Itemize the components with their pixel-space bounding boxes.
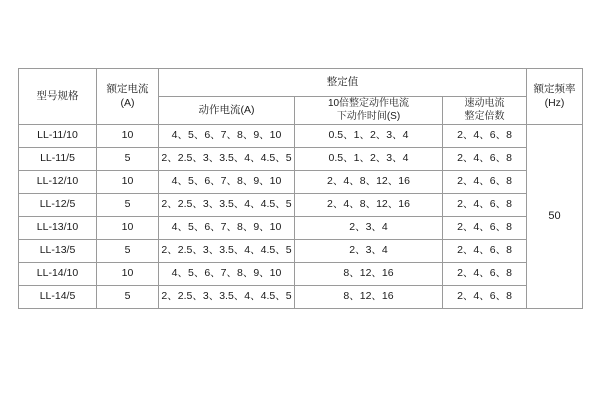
cell-model: LL-14/5	[19, 286, 97, 309]
cell-time: 2、4、8、12、16	[295, 171, 443, 194]
table-row	[19, 286, 583, 309]
cell-rated: 10	[97, 217, 159, 240]
header-action-time-line2: 下动作时间(S)	[336, 110, 401, 122]
header-action-time	[295, 97, 443, 125]
table-row	[19, 263, 583, 286]
cell-model: LL-13/5	[19, 240, 97, 263]
cell-model: LL-14/10	[19, 263, 97, 286]
cell-time: 2、4、8、12、16	[295, 194, 443, 217]
header-rated-frequency-line2: (Hz)	[544, 96, 565, 109]
table-row	[19, 125, 583, 148]
table-row	[19, 240, 583, 263]
cell-action: 4、5、6、7、8、9、10	[159, 217, 295, 240]
table-row	[19, 171, 583, 194]
cell-rated: 10	[97, 171, 159, 194]
cell-quick: 2、4、6、8	[443, 194, 527, 217]
cell-time: 8、12、16	[295, 263, 443, 286]
cell-time: 2、3、4	[295, 240, 443, 263]
cell-rated: 5	[97, 148, 159, 171]
cell-model: LL-13/10	[19, 217, 97, 240]
specification-table	[18, 68, 583, 309]
cell-action: 2、2.5、3、3.5、4、4.5、5	[159, 240, 295, 263]
cell-model: LL-12/10	[19, 171, 97, 194]
cell-time: 2、3、4	[295, 217, 443, 240]
cell-rated: 10	[97, 125, 159, 148]
cell-model: LL-12/5	[19, 194, 97, 217]
cell-rated: 5	[97, 194, 159, 217]
cell-time: 0.5、1、2、3、4	[295, 125, 443, 148]
header-quick-current	[443, 97, 527, 125]
cell-quick: 2、4、6、8	[443, 217, 527, 240]
cell-quick: 2、4、6、8	[443, 171, 527, 194]
header-action-current: 动作电流(A)	[159, 97, 295, 125]
cell-quick: 2、4、6、8	[443, 125, 527, 148]
cell-model: LL-11/5	[19, 148, 97, 171]
header-quick-current-line2: 整定倍数	[464, 110, 505, 122]
header-rated-frequency	[527, 69, 583, 125]
cell-quick: 2、4、6、8	[443, 148, 527, 171]
cell-action: 2、2.5、3、3.5、4、4.5、5	[159, 148, 295, 171]
cell-action: 2、2.5、3、3.5、4、4.5、5	[159, 286, 295, 309]
cell-quick: 2、4、6、8	[443, 263, 527, 286]
cell-rated: 5	[97, 286, 159, 309]
cell-action: 4、5、6、7、8、9、10	[159, 125, 295, 148]
header-rated-current-line1: 额定电流	[106, 83, 149, 96]
table-row	[19, 194, 583, 217]
cell-time: 8、12、16	[295, 286, 443, 309]
header-row-top	[19, 69, 583, 97]
cell-action: 4、5、6、7、8、9、10	[159, 263, 295, 286]
cell-rated: 5	[97, 240, 159, 263]
table-body	[19, 125, 583, 309]
header-model: 型号规格	[19, 69, 97, 125]
header-rated-current	[97, 69, 159, 125]
header-rated-frequency-line1: 额定频率	[533, 83, 576, 96]
table-header	[19, 69, 583, 125]
cell-model: LL-11/10	[19, 125, 97, 148]
cell-rated: 10	[97, 263, 159, 286]
cell-time: 0.5、1、2、3、4	[295, 148, 443, 171]
cell-frequency: 50	[527, 125, 583, 309]
cell-quick: 2、4、6、8	[443, 240, 527, 263]
header-rated-current-line2: (A)	[120, 96, 135, 109]
table-row	[19, 217, 583, 240]
header-setting-group: 整定值	[159, 69, 527, 97]
table-row	[19, 148, 583, 171]
header-quick-current-line1: 速动电流	[464, 98, 505, 109]
cell-action: 2、2.5、3、3.5、4、4.5、5	[159, 194, 295, 217]
cell-action: 4、5、6、7、8、9、10	[159, 171, 295, 194]
cell-quick: 2、4、6、8	[443, 286, 527, 309]
header-action-time-line1: 10倍整定动作电流	[327, 98, 410, 109]
